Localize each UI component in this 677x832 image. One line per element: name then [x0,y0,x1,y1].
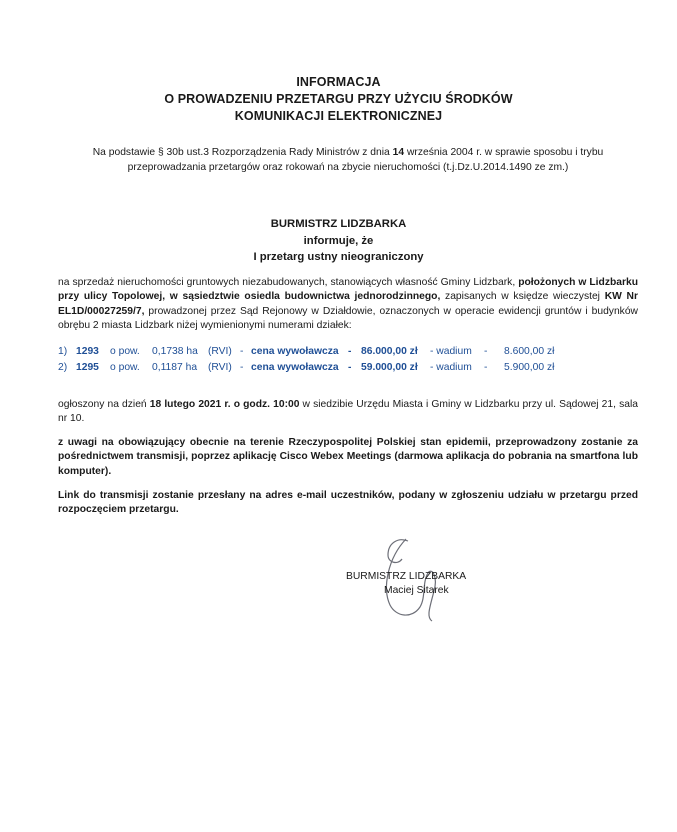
tender-date-place [58,398,638,427]
plot-price: 59.000,00 zł [361,362,418,373]
plot-price: 86.000,00 zł [361,346,418,357]
epidemic-notice: z uwagi na obowiązujący obecnie na terenie Rzeczypospolitej Polskiej stan epidemii, przeprowadzony zostanie za pośrednictwem transmisji, poprzez aplikację Cisco Webex Meetings (darmowa aplikacja do pobrania na smartfona lub komputer). [58,437,638,477]
plot-price-label: cena wywoławcza [251,346,339,357]
plot-number: 1295 [76,362,99,373]
plot-area: 0,1187 ha [152,362,198,373]
plot-deposit-label: - wadium [430,346,472,357]
legal-basis-day: 14 [392,147,405,158]
plot-area-label: o pow. [110,346,140,357]
plot-deposit: 8.600,00 zł [504,346,555,357]
description-location: położonych w Lidzbarku przy ulicy Topolowej, w sąsiedztwie osiedla budownictwa jednorodzinnego, [58,277,639,303]
legal-basis [58,145,638,175]
plot-soil-class: (RVI) [208,346,232,357]
description-text-4: prowadzonej przez Sąd Rejonowy w Działdowie, oznaczonych w operacie ewidencji gruntów i budynków obrębu 2 miasta Lidzbark niżej wymienionymi numerami działek: [58,305,638,331]
heading-line-3: KOMUNIKACJI ELEKTRONICZNEJ [234,109,443,123]
plot-price-dash: - [348,346,352,357]
plot-price-dash: - [348,362,352,373]
plot-deposit: 5.900,00 zł [504,362,555,373]
plot-dash: - [240,362,244,373]
description-text-3: zapisanych w księdze wieczystej [440,291,605,303]
legal-basis-text-b: września 2004 r. w sprawie sposobu i trybu [404,147,604,158]
tender-type: I przetarg ustny nieograniczony [253,251,424,263]
legal-basis-line-2: przeprowadzania przetargów oraz rokowań na zbycie nieruchomości (t.j.Dz.U.2014.1490 ze zm.) [127,162,569,173]
announcer-title: BURMISTRZ LIDZBARKA [270,218,407,230]
link-notice: Link do transmisji zostanie przesłany na adres e-mail uczestników, podany w zgłoszeniu udziału w przetargu przed rozpoczęciem przetargu. [58,490,638,516]
announcement-text-2: w siedzibie Urzędu Miasta i Gminy w Lidzbarku przy ul. Sądowej 21, sala nr 10. [58,399,638,425]
plot-number: 1293 [76,346,99,357]
legal-basis-line-1 [58,145,638,160]
legal-basis-text-a: Na podstawie § 30b ust.3 Rozporządzenia Rady Ministrów z dnia [92,147,393,158]
heading-line-2: O PROWADZENIU PRZETARGU PRZY UŻYCIU ŚRODKÓW [164,92,513,106]
description-text-1: na sprzedaż nieruchomości gruntowych niezabudowanych, stanowiących własność Gminy Lidzbark, [58,277,519,288]
plot-dash: - [240,346,244,357]
tender-datetime: 18 lutego 2021 r. o godz. 10:00 [149,399,300,410]
plot-price-label: cena wywoławcza [251,362,339,373]
signature-name: Maciej Sitarek [384,585,449,596]
plot-index: 1) [58,346,68,357]
plot-soil-class: (RVI) [208,362,232,373]
plot-area: 0,1738 ha [152,346,198,357]
signature-title: BURMISTRZ LIDZBARKA [346,571,467,582]
plot-deposit-dash: - [484,362,488,373]
plot-deposit-label: - wadium [430,362,472,373]
announcer-informs: informuje, że [303,235,374,247]
plot-deposit-dash: - [484,346,488,357]
plot-area-label: o pow. [110,362,140,373]
heading-line-1: INFORMACJA [296,75,381,89]
plot-index: 2) [58,362,68,373]
property-description [58,276,638,333]
announcement-text-1: ogłoszony na dzień [58,399,150,410]
land-register-number: KW Nr EL1D/00027259/7, [58,291,638,317]
